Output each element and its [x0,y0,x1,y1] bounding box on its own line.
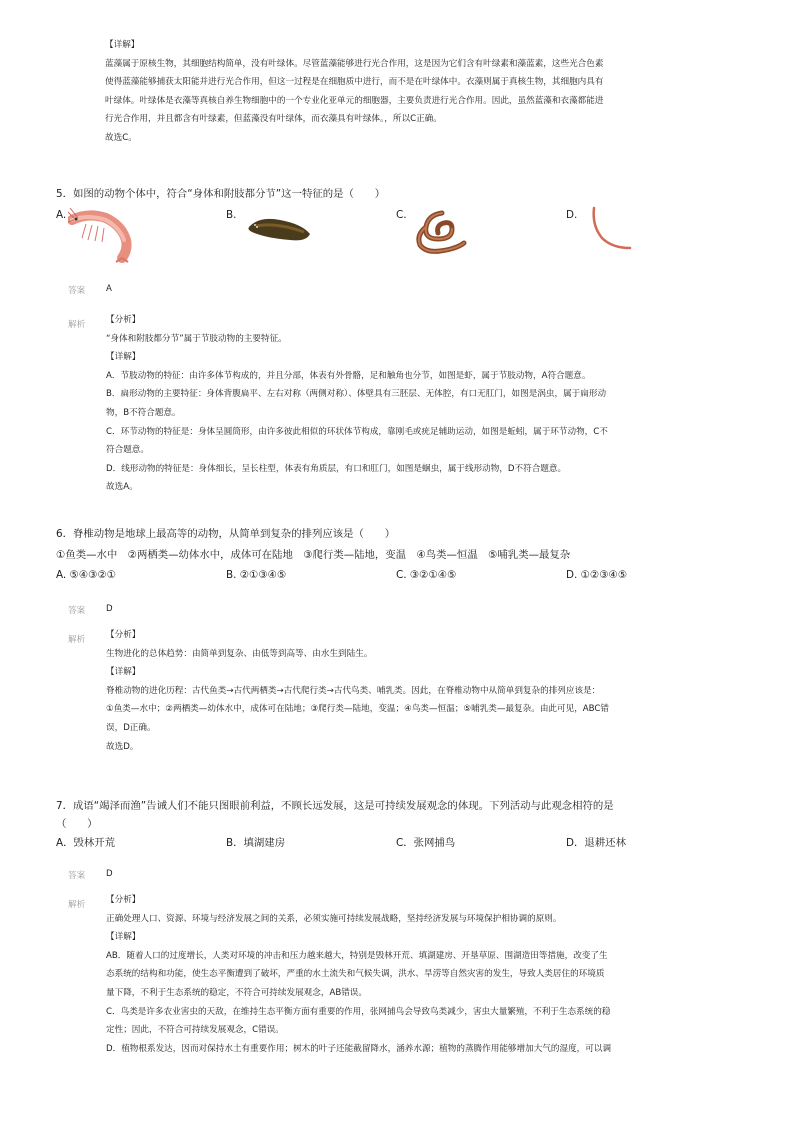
analysis-line: D．植物根系发达，因而对保持水土有重要作用；树木的叶子还能截留降水，涵养水源；植物的蒸腾作用能够增加大气的湿度，可以调 [106,1043,612,1054]
roundworm-image [590,206,636,252]
analysis-line: C．鸟类是许多农业害虫的天敌，在维持生态平衡方面有重要的作用，张网捕鸟会导致鸟类减少，害虫大量繁殖，不利于生态系统的稳 [106,1006,611,1017]
question-6-stem: 6．脊椎动物是地球上最高等的动物，从简单到复杂的排列应该是（ ） [56,528,396,540]
q6-analysis-label: 解析 [68,635,86,645]
analysis-line: 量下降，不利于生态系统的稳定，不符合可持续发展观念，AB错误。 [106,987,367,998]
q6-option-c: C. ③②①④⑤ [396,569,457,581]
q7-option-d: D．退耕还林 [566,837,626,849]
earthworm-image [412,209,468,255]
q5-analysis [106,311,608,497]
q5-analysis-label: 解析 [68,320,86,330]
question-7-stem-bracket: （ ） [56,818,98,830]
analysis-line: 【分析】 [106,315,141,325]
analysis-line: 【详解】 [106,932,141,943]
q5-answer: A [106,284,112,294]
analysis-line: AB．随着人口的过度增长，人类对环境的冲击和压力越来越大，特别是毁林开荒、填湖建房、开垦草原、围湖造田等措施，改变了生 [106,950,608,961]
analysis-line: ①鱼类—水中；②两栖类—幼体水中，成体可在陆地；③爬行类—陆地，变温；④鸟类—恒温；⑤哺乳类—最复杂。由此可见，ABC错 [106,704,610,715]
analysis-line: 物，B不符合题意。 [106,407,181,418]
detail-line: 行光合作用，并且都含有叶绿素，但蓝藻没有叶绿体，而衣藻具有叶绿体。，所以C正确。 [105,114,442,125]
analysis-line: 生物进化的总体趋势：由简单到复杂、由低等到高等、由水生到陆生。 [106,648,373,659]
analysis-line: 脊椎动物的进化历程：古代鱼类→古代两栖类→古代爬行类→古代鸟类、哺乳类。因此，在脊椎动物中从简单到复杂的排列应该是： [106,685,601,696]
analysis-line: 故选D。 [106,741,139,752]
q6-answer: D [106,604,113,614]
question-7-stem: 7．成语“竭泽而渔”告诫人们不能只图眼前利益，不顾长远发展，这是可持续发展观念的体现。下列活动与此观念相符的是 [56,800,614,812]
q7-option-a: A．毁林开荒 [56,837,116,849]
detail-line: 故选C。 [105,132,137,143]
analysis-line: 故选A。 [106,482,138,493]
detail-line: 蓝藻属于原核生物，其细胞结构简单，没有叶绿体。尽管蓝藻能够进行光合作用，这是因为它们含有叶绿素和藻蓝素，这些光合色素 [105,58,604,69]
q5-option-b: B. [226,209,237,221]
analysis-line: 【详解】 [106,667,141,678]
q5-answer-label: 答案 [68,286,86,296]
analysis-line: 【分析】 [106,630,141,640]
q7-analysis-label: 解析 [68,900,86,910]
analysis-line: 正确处理人口、资源、环境与经济发展之间的关系，必须实施可持续发展战略，坚持经济发展与环境保护相协调的原则。 [106,913,562,924]
detail-line: 使得蓝藻能够捕获太阳能并进行光合作用，但这一过程是在细胞质中进行，而不是在叶绿体中。衣藻则属于真核生物，其细胞内具有 [105,77,604,88]
analysis-line: C．环节动物的特征是：身体呈圆筒形，由许多彼此相似的环状体节构成，靠刚毛或疣足辅助运动，如图是蚯蚓，属于环节动物，C不 [106,426,608,437]
analysis-line: 符合题意。 [106,445,149,456]
q7-answer: D [106,869,113,879]
analysis-line: 态系统的结构和功能，使生态平衡遭到了破坏，严重的水土流失和气候失调，洪水、旱涝等自然灾害的发生，导致人类居住的环境质 [106,969,605,980]
question-5-stem: 5．如图的动物个体中，符合“身体和附肢都分节”这一特征的是（ ） [56,188,386,200]
q7-answer-label: 答案 [68,871,86,881]
flatworm-image [246,214,314,244]
detail-header: 【详解】 [105,40,140,50]
q6-answer-label: 答案 [68,606,86,616]
q5-option-c: C. [396,209,407,221]
analysis-line: 定性；因此，不符合可持续发展观念，C错误。 [106,1025,284,1036]
analysis-line: D．线形动物的特征是：身体细长，呈长柱型，体表有角质层，有口和肛门，如图是蛔虫，属于线形动物，D不符合题意。 [106,463,567,474]
q5-option-a: A. [56,209,67,221]
q7-analysis [106,891,611,1058]
q7-option-c: C．张网捕鸟 [396,837,456,849]
analysis-line: A．节肢动物的特征：由许多体节构成的，并且分部，体表有外骨骼，足和触角也分节，如图是虾，属于节肢动物，A符合题意。 [106,370,591,381]
q6-option-a: A. ⑤④③②① [56,569,117,581]
analysis-line: B．扁形动物的主要特征：身体背腹扁平、左右对称（两侧对称）、体壁具有三胚层、无体腔，有口无肛门，如图是涡虫，属于扁形动 [106,389,607,400]
detail-line: 叶绿体。叶绿体是衣藻等真核自养生物细胞中的一个专业化亚单元的细胞器，主要负责进行光合作用。因此，虽然蓝藻和衣藻都能进 [105,95,604,106]
shrimp-image [68,208,138,264]
q5-option-d: D. [566,209,578,221]
q6-analysis [106,626,609,756]
analysis-line: “身体和附肢都分节”属于节肢动物的主要特征。 [106,333,287,344]
previous-detail-section [105,36,603,148]
q7-option-b: B．填湖建房 [226,837,286,849]
analysis-line: 【详解】 [106,352,141,363]
analysis-line: 【分析】 [106,895,141,905]
analysis-line: 误，D正确。 [106,722,156,733]
q6-items: ①鱼类—水中 ②两栖类—幼体水中，成体可在陆地 ③爬行类—陆地，变温 ④鸟类—恒温 ⑤哺乳类—最复杂 [56,549,571,561]
q6-option-d: D. ①②③④⑤ [566,569,628,581]
q6-option-b: B. ②①③④⑤ [226,569,287,581]
